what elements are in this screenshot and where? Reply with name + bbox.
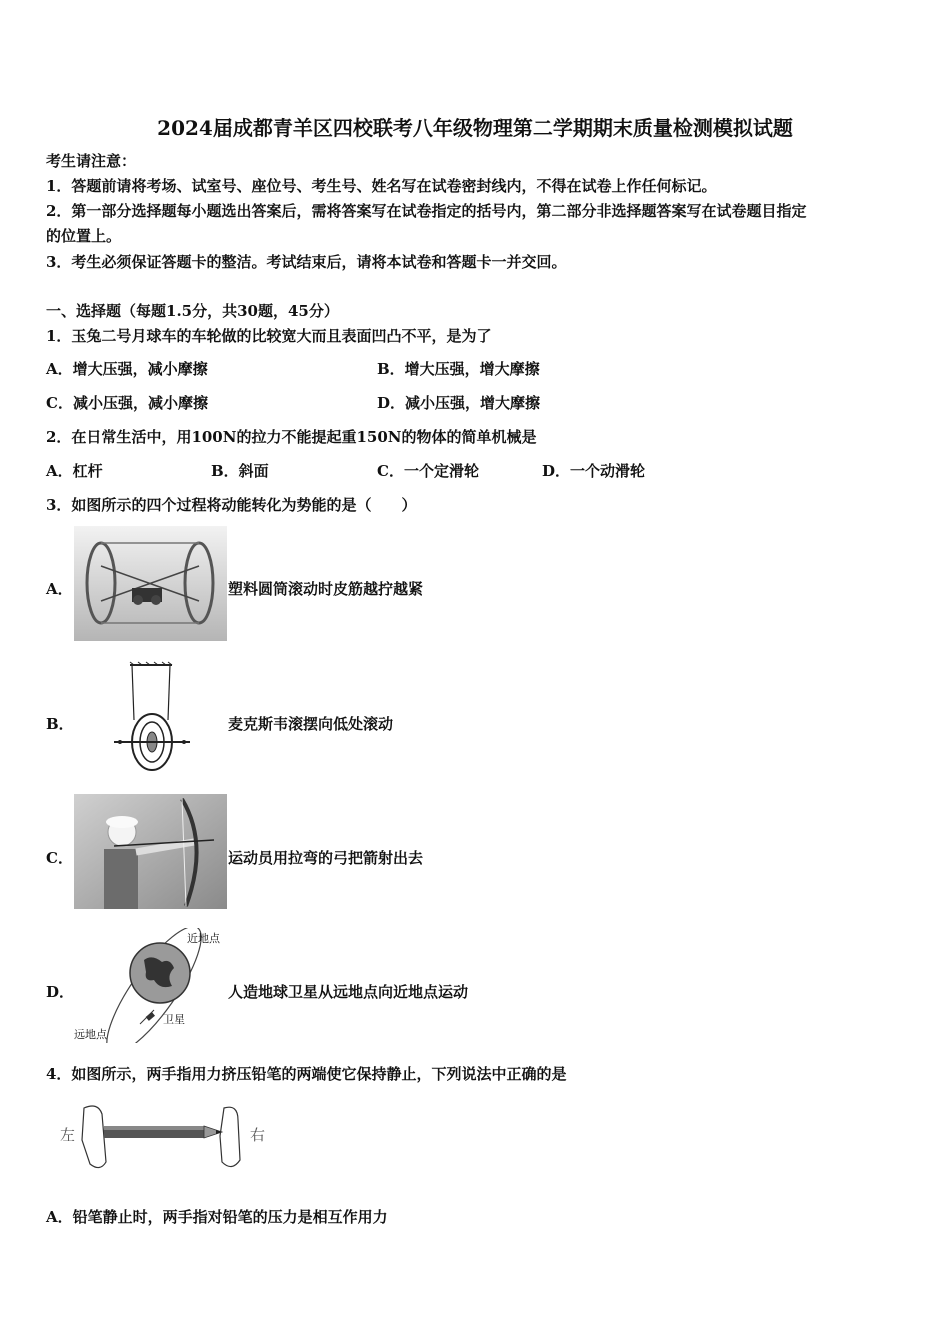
q3-option-b-text: 麦克斯韦滚摆向低处滚动 [228,715,394,733]
q1-option-a: A．增大压强，减小摩擦 [46,360,208,378]
q3-option-a-text: 塑料圆筒滚动时皮筋越拧越紧 [228,580,424,598]
q1-option-c: C．减小压强，减小摩擦 [46,394,208,412]
q2-option-d: D．一个动滑轮 [542,462,646,480]
q2-option-b: B．斜面 [211,462,269,480]
perigee-label: 近地点 [187,932,220,945]
left-label: 左 [60,1126,76,1144]
q3-option-b-letter: B． [46,715,74,733]
q3-option-c-text: 运动员用拉弯的弓把箭射出去 [228,849,424,867]
q2-stem: 2．在日常生活中，用100N的拉力不能提起重150N的物体的简单机械是 [46,428,537,446]
satellite-label: 卫星 [163,1013,185,1026]
q3-option-a-letter: A． [46,580,73,598]
q3-stem: 3．如图所示的四个过程将动能转化为势能的是（ ） [46,496,417,514]
notice-item-1: 1．答题前请将考场、试室号、座位号、考生号、姓名写在试卷密封线内，不得在试卷上作任何标记。 [46,177,717,195]
q2-option-a: A．杠杆 [46,462,103,480]
notice-item-2-cont: 的位置上。 [46,227,122,245]
notice-heading: 考生请注意： [46,152,137,170]
q3-option-d-letter: D． [46,983,75,1001]
q2-option-c: C．一个定滑轮 [377,462,479,480]
q3-option-c-letter: C． [46,849,73,867]
maxwell-wheel-figure [112,660,192,775]
pencil-squeeze-figure [56,1100,271,1175]
archer-figure [74,794,227,909]
section-heading: 一、选择题（每题1.5分，共30题，45分） [46,302,339,320]
page-title: 2024届成都青羊区四校联考八年级物理第二学期期末质量检测模拟试题 [157,116,793,140]
right-label: 右 [250,1126,266,1144]
q1-option-d: D．减小压强，增大摩擦 [377,394,541,412]
q3-option-d-text: 人造地球卫星从远地点向近地点运动 [228,983,469,1001]
apogee-label: 远地点 [74,1028,107,1041]
q1-option-b: B．增大压强，增大摩擦 [377,360,540,378]
rolling-cylinder-figure [74,526,227,641]
notice-item-3: 3．考生必须保证答题卡的整洁。考试结束后，请将本试卷和答题卡一并交回。 [46,253,567,271]
q4-stem: 4．如图所示，两手指用力挤压铅笔的两端使它保持静止，下列说法中正确的是 [46,1065,567,1083]
notice-item-2: 2．第一部分选择题每小题选出答案后，需将答案写在试卷指定的括号内，第二部分非选择题答案写在试卷题目指定 [46,202,807,220]
q1-stem: 1．玉兔二号月球车的车轮做的比较宽大而且表面凹凸不平，是为了 [46,327,492,345]
q4-option-a: A．铅笔静止时，两手指对铅笔的压力是相互作用力 [46,1208,388,1226]
